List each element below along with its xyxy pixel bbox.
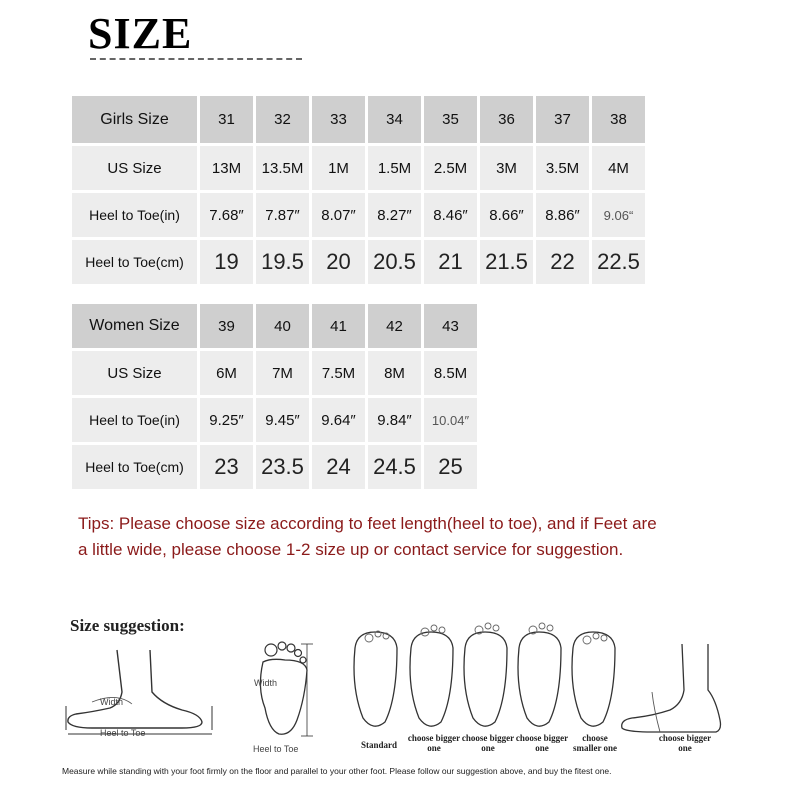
tips-text: Tips: Please choose size according to feet length(heel to toe), and if Feet are a little wide, please choose 1-2 size up or contact service for suggestion.	[78, 514, 657, 559]
table-cell: 25	[424, 445, 477, 489]
header-cell: 37	[536, 96, 589, 143]
foot-side-view-icon	[62, 642, 232, 752]
table-cell: 22	[536, 240, 589, 284]
table-header-row	[72, 96, 645, 143]
table-cell: 8.46″	[424, 193, 477, 237]
foot-caption: Standard	[360, 740, 397, 750]
table-cell: 20	[312, 240, 365, 284]
table-row	[72, 193, 645, 237]
table-cell: 8.86″	[536, 193, 589, 237]
table-cell: 13M	[200, 146, 253, 190]
foot-caption: choose bigger one	[407, 733, 461, 753]
table-cell: 22.5	[592, 240, 645, 284]
table-row	[72, 351, 477, 395]
header-cell: 32	[256, 96, 309, 143]
row-label: Heel to Toe(cm)	[72, 240, 197, 284]
header-cell: 36	[480, 96, 533, 143]
table-cell: 7.87″	[256, 193, 309, 237]
table-cell: 24.5	[368, 445, 421, 489]
page-title: SIZE	[88, 9, 193, 58]
header-cell: Women Size	[72, 304, 197, 348]
foot-caption: choose bigger one	[658, 733, 712, 753]
table-row	[72, 146, 645, 190]
table-cell: 7M	[256, 351, 309, 395]
table-header-row	[72, 304, 477, 348]
table-cell: 9.45″	[256, 398, 309, 442]
table-cell: 2.5M	[424, 146, 477, 190]
table-cell: 9.64″	[312, 398, 365, 442]
table-row	[72, 240, 645, 284]
table-cell: 23.5	[256, 445, 309, 489]
header-cell: 40	[256, 304, 309, 348]
header-cell: 43	[424, 304, 477, 348]
table-cell: 4M	[592, 146, 645, 190]
table-cell: 7.68″	[200, 193, 253, 237]
table-cell: 8.07″	[312, 193, 365, 237]
foot-caption: choose smaller one	[572, 733, 618, 753]
table-cell: 9.84″	[368, 398, 421, 442]
foot-caption: choose bigger one	[515, 733, 569, 753]
top-width-label: Width	[254, 678, 278, 688]
side-length-label: Heel to Toe	[100, 728, 146, 738]
row-label: Heel to Toe(in)	[72, 193, 197, 237]
table-cell: 10.04″	[424, 398, 477, 442]
header-cell: 42	[368, 304, 421, 348]
table-row	[72, 445, 477, 489]
table-cell: 1.5M	[368, 146, 421, 190]
table-cell: 20.5	[368, 240, 421, 284]
girls-size-table	[69, 93, 648, 287]
row-label: US Size	[72, 351, 197, 395]
header-cell: 41	[312, 304, 365, 348]
table-row	[72, 398, 477, 442]
top-length-label: Heel to Toe	[253, 744, 299, 754]
table-cell: 8.27″	[368, 193, 421, 237]
table-cell: 19.5	[256, 240, 309, 284]
header-cell: 39	[200, 304, 253, 348]
header-cell: 38	[592, 96, 645, 143]
table-cell: 8.66″	[480, 193, 533, 237]
header-cell: 33	[312, 96, 365, 143]
table-cell: 9.06“	[592, 193, 645, 237]
table-cell: 3M	[480, 146, 533, 190]
table-cell: 6M	[200, 351, 253, 395]
foot-caption: choose bigger one	[461, 733, 515, 753]
table-cell: 8M	[368, 351, 421, 395]
foot-width-comparison-icon	[345, 618, 617, 738]
size-suggestion-title: Size suggestion:	[70, 616, 185, 635]
row-label: Heel to Toe(cm)	[72, 445, 197, 489]
side-width-label: Width	[100, 697, 124, 707]
row-label: Heel to Toe(in)	[72, 398, 197, 442]
row-label: US Size	[72, 146, 197, 190]
table-cell: 7.5M	[312, 351, 365, 395]
table-cell: 21.5	[480, 240, 533, 284]
header-cell: 31	[200, 96, 253, 143]
table-cell: 23	[200, 445, 253, 489]
title-divider	[90, 58, 302, 60]
header-cell: Girls Size	[72, 96, 197, 143]
foot-top-view-icon	[245, 638, 325, 750]
table-cell: 24	[312, 445, 365, 489]
table-cell: 8.5M	[424, 351, 477, 395]
foot-side-choose-icon	[612, 640, 732, 740]
table-cell: 21	[424, 240, 477, 284]
measure-footnote: Measure while standing with your foot firmly on the floor and parallel to your other foot. Please follow our suggestion above, and buy the fitest one.	[62, 766, 612, 776]
table-cell: 9.25″	[200, 398, 253, 442]
header-cell: 34	[368, 96, 421, 143]
header-cell: 35	[424, 96, 477, 143]
table-cell: 3.5M	[536, 146, 589, 190]
women-size-table	[69, 301, 480, 492]
table-cell: 1M	[312, 146, 365, 190]
table-cell: 13.5M	[256, 146, 309, 190]
table-cell: 19	[200, 240, 253, 284]
